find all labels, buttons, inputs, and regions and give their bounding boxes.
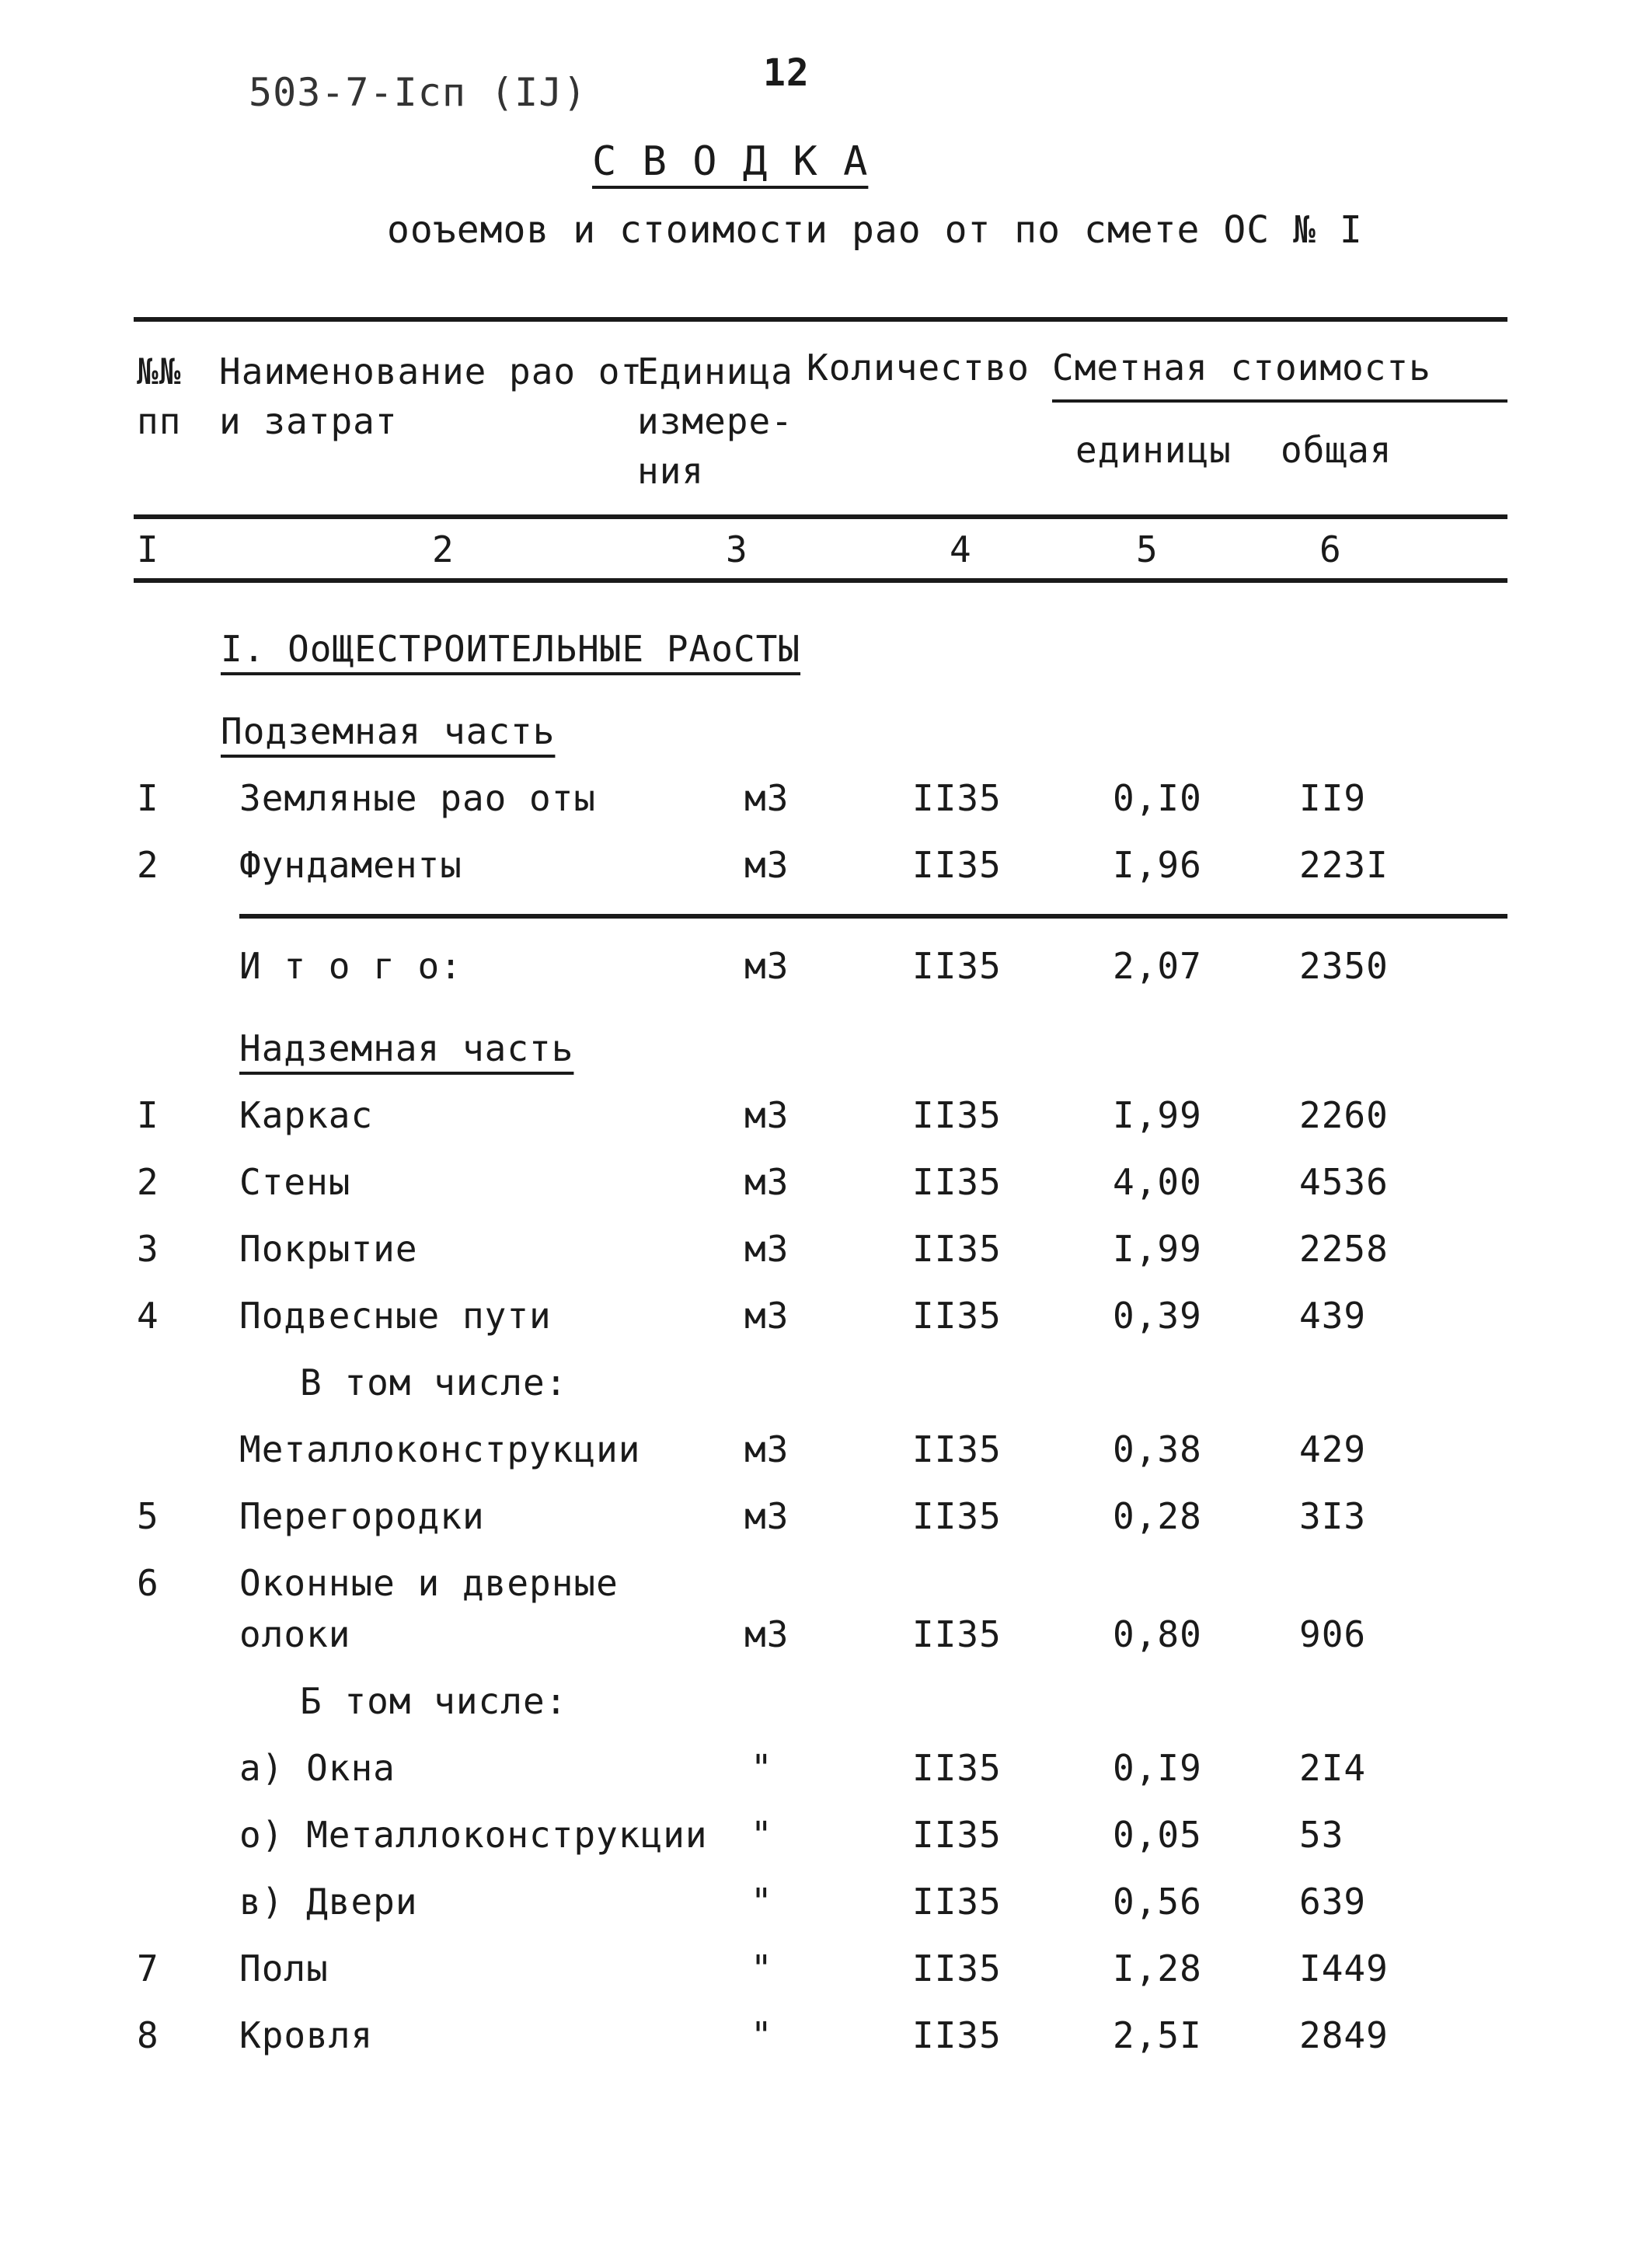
total-label: И т о г о: xyxy=(239,945,462,987)
row-total-cost: 906 xyxy=(1299,1613,1367,1655)
row-quantity: II35 xyxy=(912,844,1002,886)
column-number-5: 5 xyxy=(1136,528,1159,570)
row-unit: м3 xyxy=(744,844,789,886)
row-unit: м3 xyxy=(744,1428,789,1470)
table-top-rule xyxy=(134,317,1507,322)
header-unit-line2: измере- xyxy=(637,400,793,442)
row-name: в) Двери xyxy=(239,1881,418,1923)
row-unit-cost: 0,38 xyxy=(1113,1428,1202,1470)
row-name: В том числе: xyxy=(300,1362,568,1403)
underground-title: Подземная часть xyxy=(221,710,556,752)
cost-group-rule xyxy=(1052,399,1507,403)
row-unit: м3 xyxy=(744,777,789,819)
row-total-cost: 2258 xyxy=(1299,1228,1389,1270)
row-number: I xyxy=(137,777,159,819)
header-name-line1: Наименование рао от xyxy=(219,350,643,392)
row-quantity: II35 xyxy=(912,1747,1002,1789)
row-number: 5 xyxy=(137,1495,159,1537)
row-unit: " xyxy=(751,1947,773,1989)
row-unit: м3 xyxy=(744,1295,789,1337)
row-quantity: II35 xyxy=(912,1094,1002,1136)
header-total-cost: общая xyxy=(1281,429,1392,471)
total-unit-cost: 2,07 xyxy=(1113,945,1202,987)
column-number-1: I xyxy=(137,528,159,570)
row-unit: " xyxy=(751,2014,773,2056)
row-quantity: II35 xyxy=(912,1495,1002,1537)
page-subtitle: ооъемов и стоимости рао от по смете ОС № I xyxy=(387,208,1363,252)
header-bottom-rule xyxy=(134,514,1507,519)
header-unit-line3: ния xyxy=(637,450,705,492)
row-total-cost: 53 xyxy=(1299,1814,1344,1856)
row-unit: " xyxy=(751,1814,773,1856)
total-unit: м3 xyxy=(744,945,789,987)
row-name: Каркас xyxy=(239,1094,374,1136)
row-total-cost: 4536 xyxy=(1299,1161,1389,1203)
header-name-line2: и затрат xyxy=(219,400,398,442)
row-quantity: II35 xyxy=(912,1947,1002,1989)
header-number-line1: №№ xyxy=(137,350,182,392)
row-name: Покрытие xyxy=(239,1228,418,1270)
row-name: Подвесные пути xyxy=(239,1295,552,1337)
row-quantity: II35 xyxy=(912,2014,1002,2056)
row-unit: м3 xyxy=(744,1094,789,1136)
header-unit-line1: Единица xyxy=(637,350,793,392)
row-unit-cost: I,99 xyxy=(1113,1228,1202,1270)
row-name: о) Металлоконструкции xyxy=(239,1814,708,1856)
row-number: I xyxy=(137,1094,159,1136)
row-total-cost: 2260 xyxy=(1299,1094,1389,1136)
row-unit: м3 xyxy=(744,1613,789,1655)
row-quantity: II35 xyxy=(912,1881,1002,1923)
column-number-6: 6 xyxy=(1319,528,1342,570)
row-number: 8 xyxy=(137,2014,159,2056)
row-unit-cost: 0,I0 xyxy=(1113,777,1202,819)
row-unit: м3 xyxy=(744,1228,789,1270)
row-name: Фундаменты xyxy=(239,844,462,886)
row-quantity: II35 xyxy=(912,1228,1002,1270)
total-quantity: II35 xyxy=(912,945,1002,987)
row-unit-cost: 0,I9 xyxy=(1113,1747,1202,1789)
header-cost-group: Сметная стоимость xyxy=(1052,347,1431,389)
row-name: Металлоконструкции xyxy=(239,1428,641,1470)
row-unit-cost: I,96 xyxy=(1113,844,1202,886)
document-code: 503-7-Iсп (IJ) xyxy=(249,70,587,115)
row-total-cost: 429 xyxy=(1299,1428,1367,1470)
row-total-cost: I449 xyxy=(1299,1947,1389,1989)
row-name: Земляные рао оты xyxy=(239,777,597,819)
row-total-cost: 439 xyxy=(1299,1295,1367,1337)
row-unit-cost: 2,5I xyxy=(1113,2014,1202,2056)
row-name: Полы xyxy=(239,1947,329,1989)
row-quantity: II35 xyxy=(912,777,1002,819)
header-unit xyxy=(637,347,793,496)
row-name: Кровля xyxy=(239,2014,374,2056)
row-number: 3 xyxy=(137,1228,159,1270)
row-unit-cost: 0,05 xyxy=(1113,1814,1202,1856)
header-unit-cost: единицы xyxy=(1075,429,1232,471)
row-unit: " xyxy=(751,1747,773,1789)
header-number xyxy=(137,347,181,446)
row-total-cost: 2849 xyxy=(1299,2014,1389,2056)
page-number: 12 xyxy=(763,51,810,95)
row-total-cost: II9 xyxy=(1299,777,1367,819)
column-number-4: 4 xyxy=(950,528,972,570)
row-unit-cost: I,99 xyxy=(1113,1094,1202,1136)
row-total-cost: 2I4 xyxy=(1299,1747,1367,1789)
row-number: 2 xyxy=(137,844,159,886)
section-title: I. ОоЩЕСТРОИТЕЛЬНЫЕ РАоСТЫ xyxy=(221,628,801,670)
row-unit-cost: 4,00 xyxy=(1113,1161,1202,1203)
header-number-line2: пп xyxy=(137,400,182,442)
row-number: 7 xyxy=(137,1947,159,1989)
row-unit-cost: I,28 xyxy=(1113,1947,1202,1989)
row-quantity: II35 xyxy=(912,1428,1002,1470)
aboveground-title: Надземная часть xyxy=(239,1027,574,1069)
row-quantity: II35 xyxy=(912,1613,1002,1655)
header-quantity: Количество xyxy=(807,347,1030,389)
row-name: олоки xyxy=(239,1613,351,1655)
row-unit: м3 xyxy=(744,1495,789,1537)
row-unit: м3 xyxy=(744,1161,789,1203)
column-number-2: 2 xyxy=(432,528,455,570)
row-number: 6 xyxy=(137,1562,159,1604)
row-quantity: II35 xyxy=(912,1814,1002,1856)
row-quantity: II35 xyxy=(912,1295,1002,1337)
row-name: Оконные и дверные xyxy=(239,1562,619,1604)
row-name: Перегородки xyxy=(239,1495,485,1537)
row-unit: " xyxy=(751,1881,773,1923)
row-unit-cost: 0,56 xyxy=(1113,1881,1202,1923)
total-total-cost: 2350 xyxy=(1299,945,1389,987)
row-unit-cost: 0,28 xyxy=(1113,1495,1202,1537)
row-number: 4 xyxy=(137,1295,159,1337)
header-name xyxy=(219,347,643,446)
row-name: а) Окна xyxy=(239,1747,396,1789)
row-unit-cost: 0,80 xyxy=(1113,1613,1202,1655)
row-name: Б том числе: xyxy=(300,1680,568,1722)
row-unit-cost: 0,39 xyxy=(1113,1295,1202,1337)
page-title: С В О Д К А xyxy=(592,138,869,185)
row-quantity: II35 xyxy=(912,1161,1002,1203)
row-total-cost: 223I xyxy=(1299,844,1389,886)
row-total-cost: 639 xyxy=(1299,1881,1367,1923)
row-number: 2 xyxy=(137,1161,159,1203)
row-total-cost: 3I3 xyxy=(1299,1495,1367,1537)
subtotal-rule xyxy=(239,914,1507,919)
column-number-3: 3 xyxy=(726,528,748,570)
row-name: Стены xyxy=(239,1161,351,1203)
column-numbers-rule xyxy=(134,578,1507,583)
